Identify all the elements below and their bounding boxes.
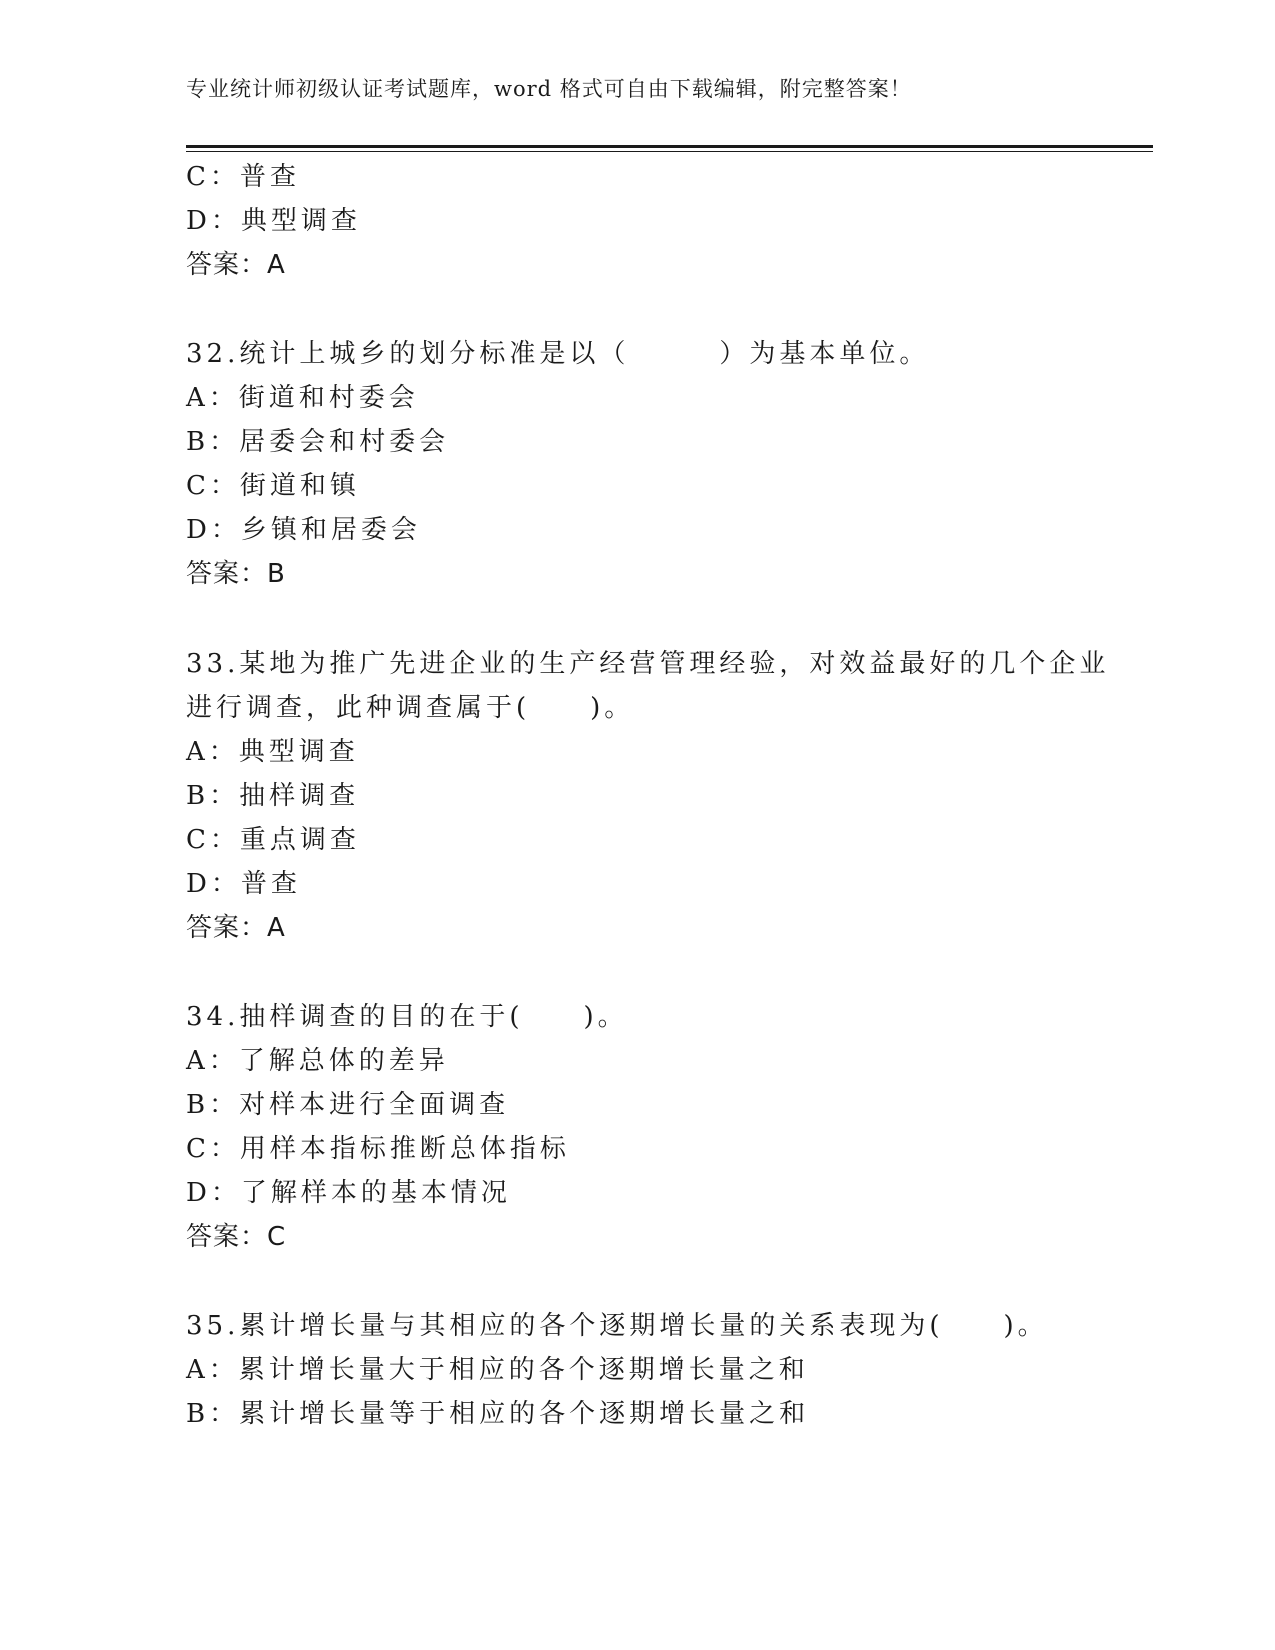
q34-option-c: C：用样本指标推断总体指标 <box>186 1134 570 1164</box>
q34-option-d: D：了解样本的基本情况 <box>186 1178 511 1208</box>
q32-option-a: A：街道和村委会 <box>186 383 419 413</box>
q34-answer: 答案：C <box>186 1222 287 1252</box>
q32-stem: 32.统计上城乡的划分标准是以（ ）为基本单位。 <box>186 339 930 369</box>
q32-option-d: D：乡镇和居委会 <box>186 515 421 545</box>
q33-answer: 答案：A <box>186 913 286 943</box>
page-header: 专业统计师初级认证考试题库，word 格式可自由下载编辑，附完整答案！ <box>186 77 912 101</box>
q33-option-c: C：重点调查 <box>186 825 360 855</box>
q33-option-b: B：抽样调查 <box>186 781 360 811</box>
q35-stem: 35.累计增长量与其相应的各个逐期增长量的关系表现为( )。 <box>186 1311 1048 1341</box>
header-divider-thin <box>186 151 1153 152</box>
header-divider-thick <box>186 145 1153 148</box>
prev-option-d: D：典型调查 <box>186 206 361 236</box>
q34-option-b: B：对样本进行全面调查 <box>186 1090 510 1120</box>
q33-option-d: D：普查 <box>186 869 301 899</box>
q33-stem-line1: 33.某地为推广先进企业的生产经营管理经验，对效益最好的几个企业 <box>186 649 1110 679</box>
q34-stem: 34.抽样调查的目的在于( )。 <box>186 1002 628 1032</box>
q32-option-c: C：街道和镇 <box>186 471 360 501</box>
q34-option-a: A：了解总体的差异 <box>186 1046 449 1076</box>
q35-option-b: B：累计增长量等于相应的各个逐期增长量之和 <box>186 1399 810 1429</box>
q33-stem-line2: 进行调查，此种调查属于( )。 <box>186 693 635 723</box>
q32-option-b: B：居委会和村委会 <box>186 427 450 457</box>
q33-option-a: A：典型调查 <box>186 737 359 767</box>
prev-answer: 答案：A <box>186 250 286 280</box>
q32-answer: 答案：B <box>186 559 286 589</box>
prev-option-c: C：普查 <box>186 162 300 192</box>
q35-option-a: A：累计增长量大于相应的各个逐期增长量之和 <box>186 1355 809 1385</box>
